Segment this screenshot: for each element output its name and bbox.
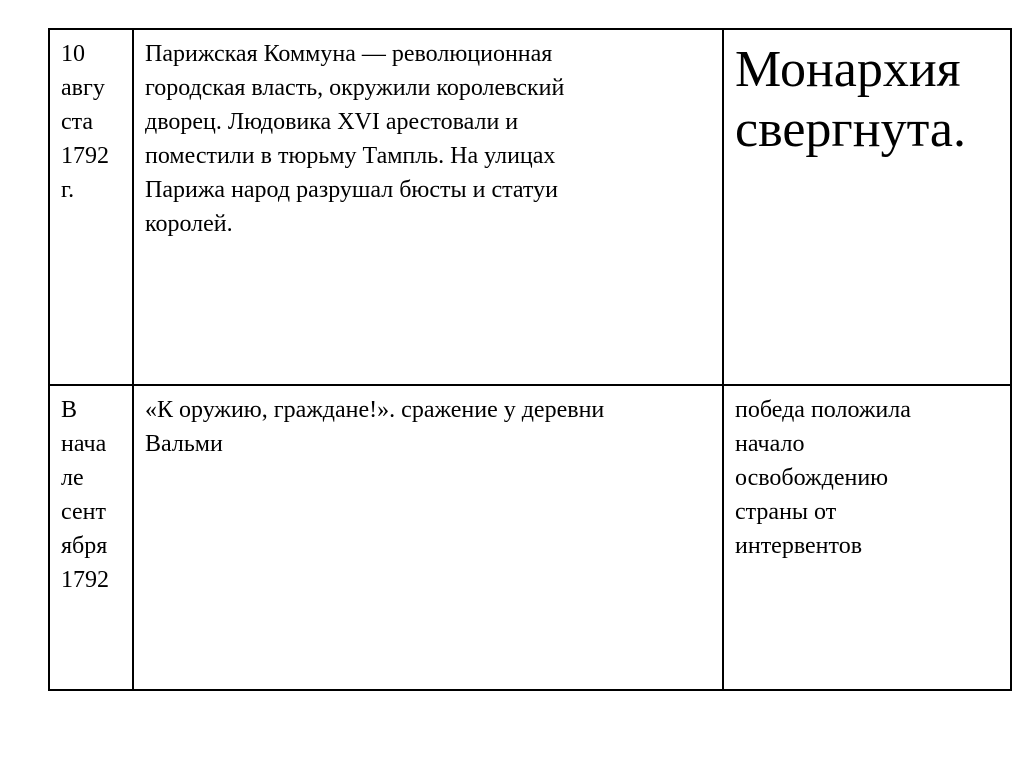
result-text-line: Монархия: [735, 41, 961, 98]
history-table: [48, 28, 1012, 691]
result-cell: [723, 385, 1011, 690]
date-text-line: В: [61, 397, 78, 423]
date-cell: [49, 385, 133, 690]
event-cell: [133, 29, 723, 385]
result-text-line: победа положила: [735, 397, 911, 423]
result-text-line: освобождению: [735, 465, 889, 491]
result-text-line: страны от: [735, 499, 837, 525]
table-row: [49, 29, 1011, 385]
event-cell: [133, 385, 723, 690]
event-text-line: «К оружию, граждане!». сражение у деревни: [145, 397, 605, 423]
date-text-line: г.: [61, 177, 75, 203]
event-text-line: Парижа народ разрушал бюсты и статуи: [145, 177, 558, 203]
date-text-line: 1792: [61, 143, 109, 169]
date-text-line: авгу: [61, 75, 105, 101]
date-text-line: нача: [61, 431, 107, 457]
result-text-line: начало: [735, 431, 805, 457]
result-text-line: интервентов: [735, 533, 863, 559]
date-text-line: ста: [61, 109, 94, 135]
result-cell: [723, 29, 1011, 385]
date-text-line: ле: [61, 465, 84, 491]
date-text-line: сент: [61, 499, 106, 525]
event-text-line: Вальми: [145, 431, 223, 457]
date-text-line: 1792: [61, 567, 109, 593]
event-text-line: городская власть, окружили королевский: [145, 75, 565, 101]
date-text-line: ября: [61, 533, 108, 559]
event-text-line: Парижская Коммуна — революционная: [145, 41, 553, 67]
event-text-line: поместили в тюрьму Тампль. На улицах: [145, 143, 556, 169]
table-row: [49, 385, 1011, 690]
event-text-line: дворец. Людовика XVI арестовали и: [145, 109, 519, 135]
event-text-line: королей.: [145, 211, 233, 237]
date-cell: [49, 29, 133, 385]
date-text-line: 10: [61, 41, 85, 67]
result-text-line: свергнута.: [735, 101, 967, 158]
